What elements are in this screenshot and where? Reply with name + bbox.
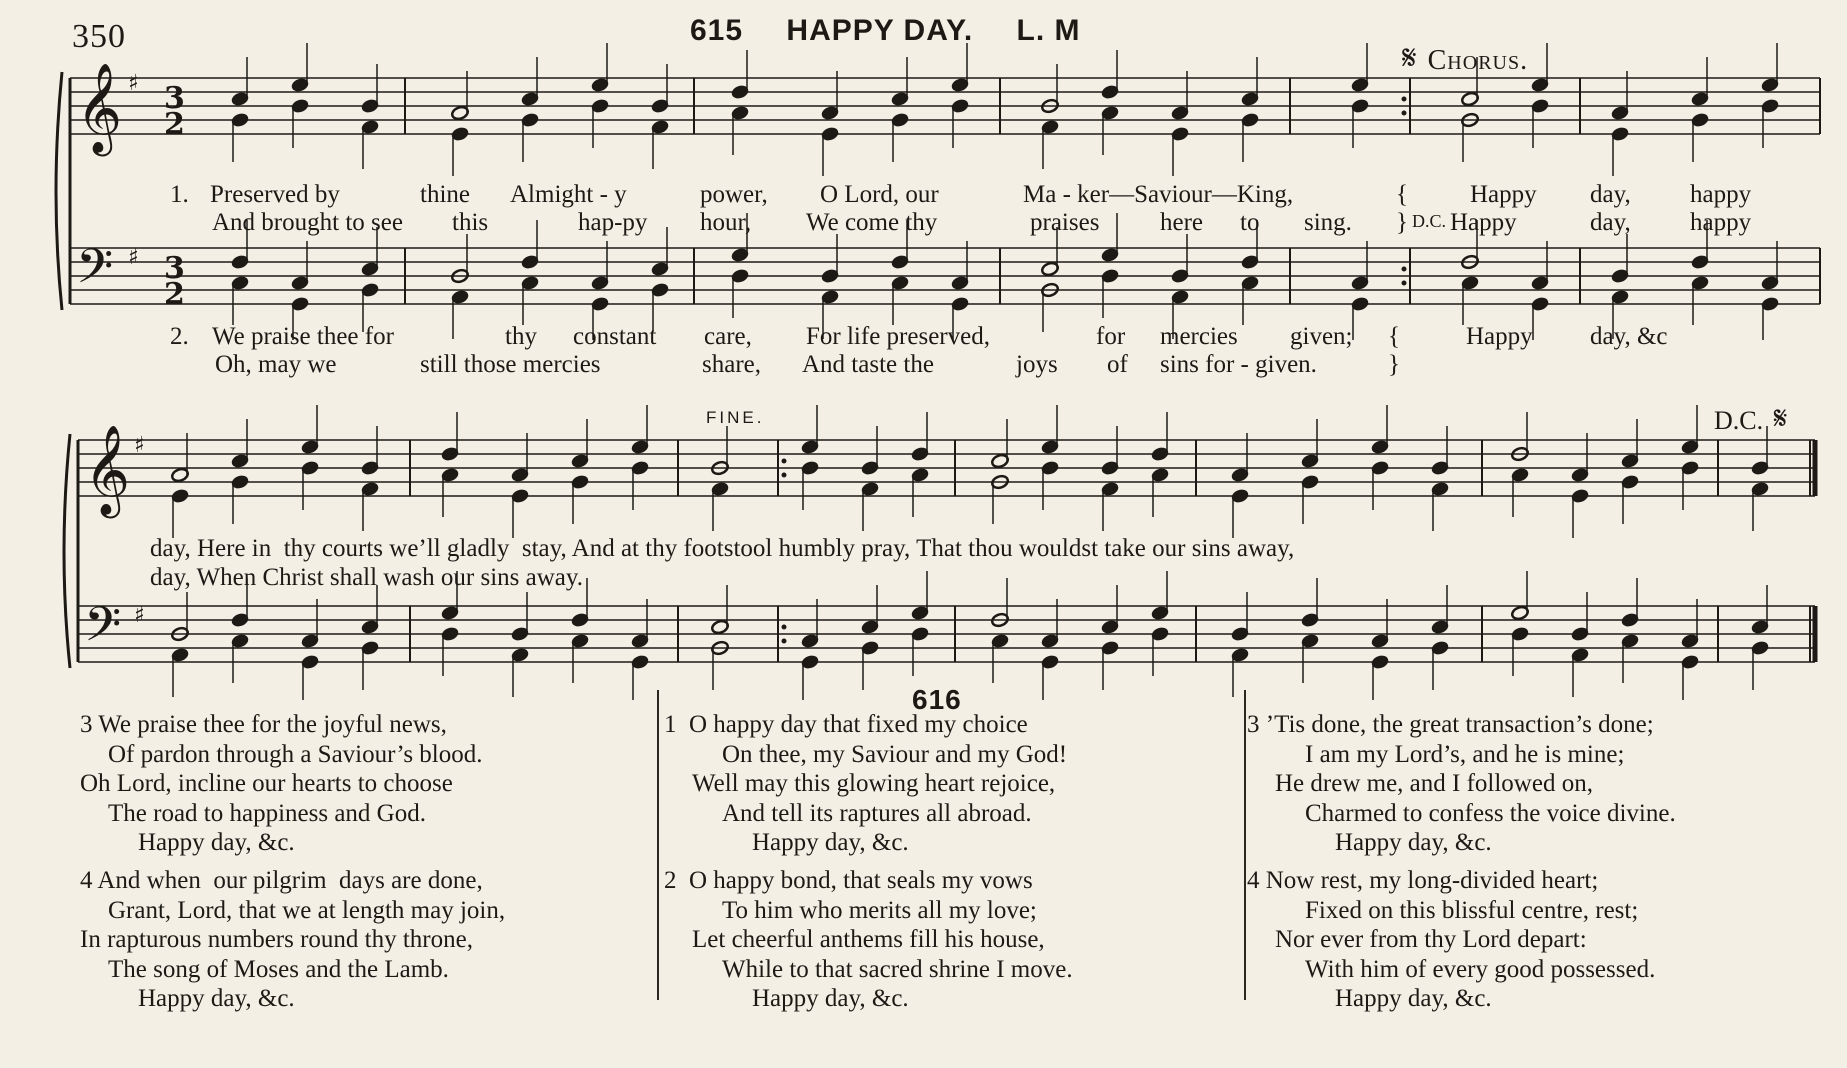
stanza	[80, 710, 483, 858]
stanza-line: Happy day, &c.	[752, 829, 909, 856]
stanza-line: 2 O happy bond, that seals my vows	[664, 867, 1033, 894]
brace-open: {	[1388, 323, 1400, 350]
lyric-syllable: Ma - ker—Saviour—King,	[1023, 181, 1294, 208]
lyric-syllable: And brought to see	[212, 209, 403, 236]
lyric-syllable: happy	[1690, 209, 1752, 236]
lyric-syllable: hap-py	[578, 209, 648, 236]
stanza-line: I am my Lord’s, and he is mine;	[1305, 740, 1625, 768]
lyric-syllable: share,	[702, 351, 761, 378]
hymn-meter: L. M	[1016, 14, 1081, 47]
hymn-number: 615	[690, 14, 744, 47]
bass-clef-icon: 𝄢	[76, 238, 114, 306]
stanza	[664, 710, 1067, 858]
stanza-line: 3 We praise thee for the joyful news,	[80, 711, 447, 738]
lyric-syllable: for	[1096, 323, 1126, 350]
stanza-line: Charmed to confess the voice divine.	[1305, 799, 1676, 827]
fine-label: FINE.	[706, 408, 765, 427]
chorus-lyric-line-2: day, When Christ shall wash our sins away.	[150, 564, 584, 591]
lyric-syllable: Happy	[1450, 209, 1517, 236]
lyric-syllable: constant	[573, 323, 657, 350]
stanza-line: 4 Now rest, my long-divided heart;	[1247, 867, 1599, 894]
stanza-line: And tell its raptures all abroad.	[722, 799, 1032, 827]
lyric-syllable: mercies	[1160, 323, 1238, 350]
stanza-line: Let cheerful anthems fill his house,	[692, 926, 1045, 953]
stanza-line: Grant, Lord, that we at length may join,	[108, 896, 506, 924]
verse-number: 1.	[170, 181, 189, 208]
lyric-syllable: Almight - y	[510, 181, 627, 208]
dc-small-label: D.C.	[1412, 211, 1447, 231]
repeat-dot	[782, 625, 787, 630]
stanza-line: Happy day, &c.	[752, 985, 909, 1012]
lyric-syllable: Preserved by	[210, 181, 340, 208]
time-signature: 3	[164, 81, 185, 116]
stanza	[664, 866, 1073, 1014]
stanza-line: Nor ever from thy Lord depart:	[1275, 926, 1587, 953]
stanza	[1247, 866, 1655, 1014]
brace-close: }	[1396, 209, 1408, 236]
verse-number: 2.	[170, 323, 189, 350]
stanza-line: Happy day, &c.	[138, 829, 295, 856]
repeat-dot	[782, 459, 787, 464]
column-divider	[1244, 690, 1246, 1000]
lyric-syllable: We praise thee for	[212, 323, 394, 350]
lyric-syllable: And taste the	[802, 351, 934, 378]
dc-text: D.C.	[1714, 406, 1764, 435]
hymn-title: HAPPY DAY.	[786, 14, 974, 47]
stanza-line: On thee, my Saviour and my God!	[722, 740, 1068, 768]
system-brace	[64, 434, 70, 668]
lyric-syllable: hour,	[700, 209, 752, 236]
key-signature-sharp: ♯	[128, 71, 139, 96]
chorus-lyric-line-1: day, Here in thy courts we’ll gladly stay, And at thy footstool humbly pray, That thou wouldst take our sins away,	[150, 535, 1295, 562]
brace-open: {	[1396, 181, 1408, 208]
stanza-line: To him who merits all my love;	[722, 896, 1037, 924]
chorus-label: Chorus.	[1427, 45, 1529, 76]
stanza-line: He drew me, and I followed on,	[1275, 770, 1593, 797]
repeat-dot	[782, 639, 787, 644]
stanza-line: In rapturous numbers round thy throne,	[80, 926, 473, 953]
lyric-syllable: thine	[420, 181, 470, 208]
lyric-syllable: day, &c	[1590, 323, 1668, 350]
stanza-line: While to that sacred shrine I move.	[722, 955, 1073, 983]
treble-clef-icon: 𝄞	[84, 425, 131, 515]
time-signature: 3	[164, 251, 185, 286]
lyric-syllable: power,	[700, 181, 768, 208]
lyric-syllable: to	[1240, 209, 1260, 236]
segno-icon: 𝄋	[1402, 40, 1417, 77]
lyric-syllable: still those mercies	[420, 351, 601, 378]
lyric-syllable: day,	[1590, 181, 1631, 208]
lyric-syllable: Oh, may we	[215, 351, 337, 378]
stanza-line: Happy day, &c.	[1335, 829, 1492, 856]
lyric-syllable: praises	[1030, 209, 1100, 236]
lyric-syllable: here	[1160, 209, 1204, 236]
key-signature-sharp: ♯	[128, 245, 139, 270]
stanza-line: The song of Moses and the Lamb.	[108, 955, 449, 983]
lyric-syllable: thy	[505, 323, 537, 350]
lyric-syllable: We come thy	[806, 209, 938, 236]
stanza	[1247, 710, 1676, 858]
stanza-line: Oh Lord, incline our hearts to choose	[80, 770, 453, 797]
dc-label	[1714, 400, 1787, 438]
lyric-syllable: joys	[1016, 351, 1058, 378]
stanza-line: With him of every good possessed.	[1305, 955, 1656, 983]
stanza-line: 1 O happy day that fixed my choice	[664, 711, 1028, 738]
lyric-syllable: sins for - given.	[1160, 351, 1317, 378]
bass-clef-icon: 𝄢	[84, 596, 122, 664]
hymn-616-number: 616	[912, 684, 962, 715]
lyric-syllable: given;	[1290, 323, 1353, 350]
stanza-line: 4 And when our pilgrim days are done,	[80, 867, 483, 894]
segno-icon: 𝄋	[1773, 400, 1788, 436]
lyric-syllable: sing.	[1304, 209, 1352, 236]
lyric-syllable: O Lord, our	[820, 181, 939, 208]
stanza-line: Well may this glowing heart rejoice,	[692, 770, 1056, 797]
lyric-syllable: For life preserved,	[806, 323, 990, 350]
lyric-syllable: this	[452, 209, 489, 236]
lyric-syllable: of	[1107, 351, 1128, 378]
brace-close: }	[1388, 351, 1400, 378]
stanza-line: 3 ’Tis done, the great transaction’s done;	[1247, 711, 1654, 738]
repeat-dot	[782, 473, 787, 478]
stanza-line: The road to happiness and God.	[108, 799, 426, 827]
time-signature: 2	[164, 277, 185, 312]
stanza-line: Fixed on this blissful centre, rest;	[1305, 896, 1639, 924]
treble-clef-icon: 𝄞	[76, 63, 123, 153]
time-signature: 2	[164, 107, 185, 142]
stanza	[80, 866, 505, 1014]
stanza-line: Happy day, &c.	[1335, 985, 1492, 1012]
key-signature-sharp: ♯	[134, 433, 145, 458]
lyric-syllable: Happy	[1466, 323, 1533, 350]
lyric-syllable: Happy	[1470, 181, 1537, 208]
key-signature-sharp: ♯	[134, 603, 145, 628]
lyric-syllable: happy	[1690, 181, 1752, 208]
stanza-line: Happy day, &c.	[138, 985, 295, 1012]
lyric-syllable: day,	[1590, 209, 1631, 236]
lyric-syllable: care,	[704, 323, 752, 350]
column-divider	[657, 690, 659, 1000]
page-number: 350	[72, 18, 126, 55]
stanza-line: Of pardon through a Saviour’s blood.	[108, 740, 483, 768]
